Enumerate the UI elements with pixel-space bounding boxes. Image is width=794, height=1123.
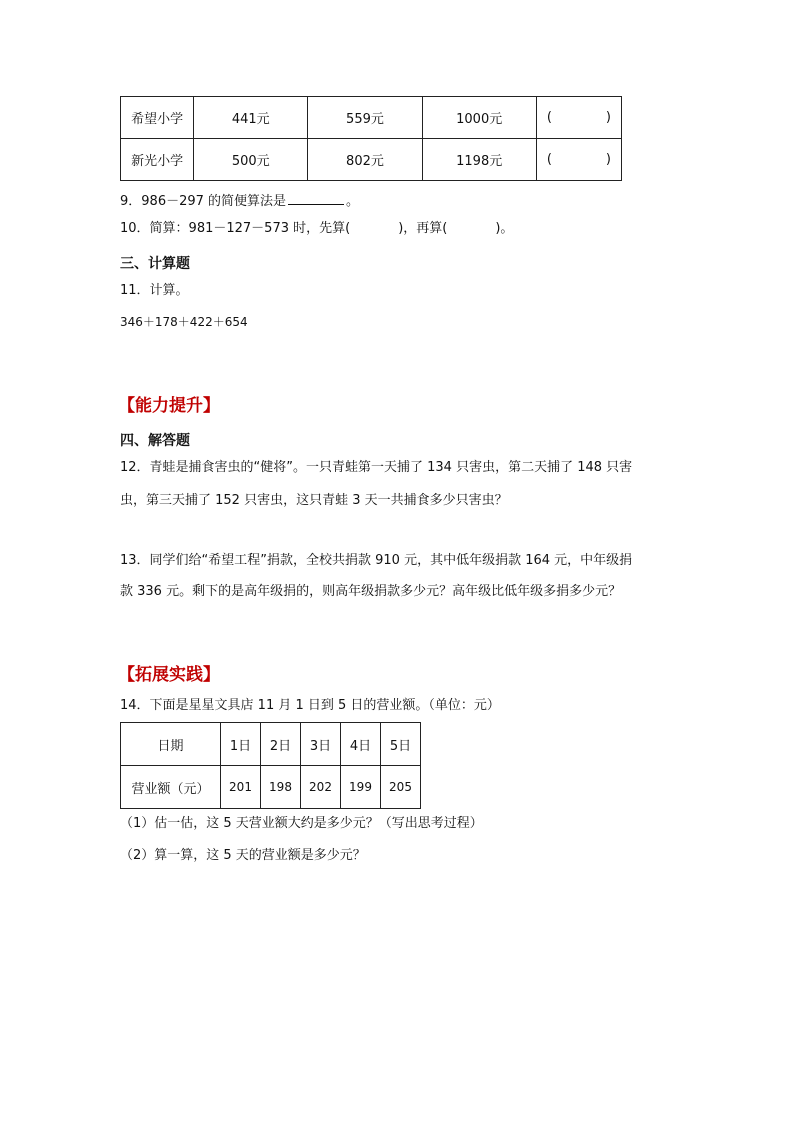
table-header-cell: 4日: [341, 723, 381, 766]
table-cell: 199: [341, 766, 381, 809]
table-header-cell: 日期: [121, 723, 221, 766]
answer-blank-cell: ( ): [536, 97, 621, 139]
table-cell: 营业额（元）: [121, 766, 221, 809]
question-12-line2: 虫，第三天捕了 152 只害虫，这只青蛙 3 天一共捕食多少只害虫？: [120, 493, 508, 508]
table-row: [121, 723, 421, 766]
ability-heading: 【能力提升】: [118, 396, 220, 416]
school-donation-table: [120, 96, 622, 181]
table-cell: 559元: [308, 97, 422, 139]
table-row: [121, 766, 421, 809]
table-cell: 1198元: [422, 139, 536, 181]
table-cell: 新光小学: [121, 139, 194, 181]
table-header-cell: 1日: [221, 723, 261, 766]
question-13-line1: 13．同学们给“希望工程”捐款，全校共捐款 910 元，其中低年级捐款 164 元，中年级捐: [120, 553, 633, 568]
table-cell: 500元: [194, 139, 308, 181]
question-14-title: 14．下面是星星文具店 11 月 1 日到 5 日的营业额。（单位：元）: [120, 698, 500, 713]
table-row: [121, 97, 622, 139]
table-header-cell: 3日: [301, 723, 341, 766]
question-11-expression: 346＋178＋422＋654: [120, 315, 248, 329]
table-cell: 441元: [194, 97, 308, 139]
question-9: 9．986－297 的简便算法是 。: [120, 194, 360, 209]
answer-blank-cell: ( ): [536, 139, 621, 181]
question-12-line1: 12．青蛙是捕食害虫的“健将”。一只青蛙第一天捕了 134 只害虫，第二天捕了 148 只害: [120, 460, 633, 475]
table-row: [121, 139, 622, 181]
table-cell: 1000元: [422, 97, 536, 139]
question-14-sub2: （2）算一算，这 5 天的营业额是多少元？: [120, 848, 366, 863]
table-cell: 198: [261, 766, 301, 809]
question-11-title: 11．计算。: [120, 283, 189, 298]
sales-table: [120, 722, 421, 809]
section-heading-4: 四、解答题: [120, 433, 190, 449]
table-cell: 201: [221, 766, 261, 809]
table-cell: 802元: [308, 139, 422, 181]
question-10: 10．简算：981－127－573 时，先算( )，再算( )。: [120, 221, 514, 236]
table-cell: 希望小学: [121, 97, 194, 139]
table-header-cell: 2日: [261, 723, 301, 766]
table-header-cell: 5日: [381, 723, 421, 766]
table-cell: 202: [301, 766, 341, 809]
answer-underline: [288, 192, 344, 205]
section-heading-3: 三、计算题: [120, 256, 190, 272]
question-13-line2: 款 336 元。剩下的是高年级捐的，则高年级捐款多少元？高年级比低年级多捐多少元？: [120, 584, 622, 599]
question-14-sub1: （1）估一估，这 5 天营业额大约是多少元？（写出思考过程）: [120, 816, 483, 831]
table-cell: 205: [381, 766, 421, 809]
practice-heading: 【拓展实践】: [118, 665, 220, 685]
